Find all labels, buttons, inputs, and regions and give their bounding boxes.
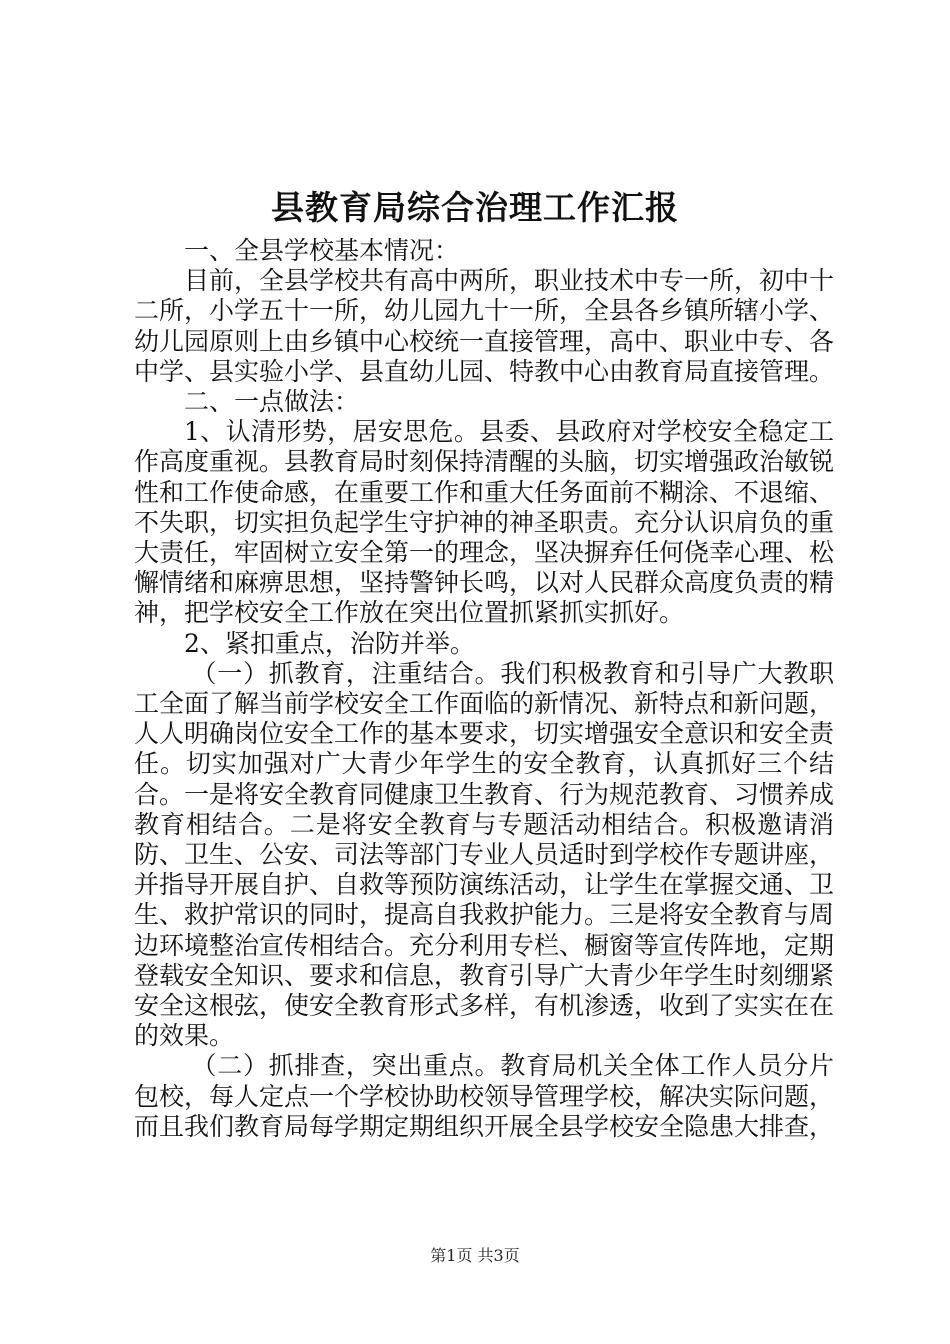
paragraph-school-overview: 目前，全县学校共有高中两所，职业技术中专一所，初中十二所，小学五十一所，幼儿园九十一所，全县各乡镇所辖小学、幼儿园原则上由乡镇中心校统一直接管理，高中、职业中专、各中学、县实验小学、县直幼儿园、特教中心由教育局直接管理。: [134, 266, 835, 386]
document-body: [134, 236, 834, 1142]
paragraph-education: （一）抓教育，注重结合。我们积极教育和引导广大教职工全面了解当前学校安全工作面临的新情况、新特点和新问题，人人明确岗位安全工作的基本要求，切实增强安全意识和安全责任。切实加强对广大青少年学生的安全教育，认真抓好三个结合。一是将安全教育同健康卫生教育、行为规范教育、习惯养成教育相结合。二是将安全教育与专题活动相结合。积极邀请消防、卫生、公安、司法等部门专业人员适时到学校作专题讲座，并指导开展自护、自救等预防演练活动，让学生在掌握交通、卫生、救护常识的同时，提高自我救护能力。三是将安全教育与周边环境整治宣传相结合。充分利用专栏、橱窗等宣传阵地，定期登载安全知识、要求和信息，教育引导广大青少年学生时刻绷紧安全这根弦，使安全教育形式多样，有机渗透，收到了实实在在的效果。: [134, 658, 835, 1051]
paragraph-key-points-heading: 2、紧扣重点，治防并举。: [184, 628, 475, 658]
page-number-footer: 第1页 共3页: [430, 1246, 520, 1265]
section-heading-practices: 二、一点做法：: [184, 387, 360, 417]
document-title: 县教育局综合治理工作汇报: [271, 188, 679, 227]
paragraph-inspection: （二）抓排查，突出重点。教育局机关全体工作人员分片包校，每人定点一个学校协助校领导管理学校，解决实际问题，而且我们教育局每学期定期组织开展全县学校安全隐患大排查，: [134, 1051, 835, 1141]
section-heading-basic-info: 一、全县学校基本情况：: [184, 236, 460, 265]
paragraph-situation-awareness: 1、认清形势，居安思危。县委、县政府对学校安全稳定工作高度重视。县教育局时刻保持清醒的头脑，切实增强政治敏锐性和工作使命感，在重要工作和重大任务面前不糊涂、不退缩、不失职，切实担负起学生守护神的神圣职责。充分认识肩负的重大责任，牢固树立安全第一的理念，坚决摒弃任何侥幸心理、松懈情绪和麻痹思想，坚持警钟长鸣，以对人民群众高度负责的精神，把学校安全工作放在突出位置抓紧抓实抓好。: [134, 417, 835, 628]
